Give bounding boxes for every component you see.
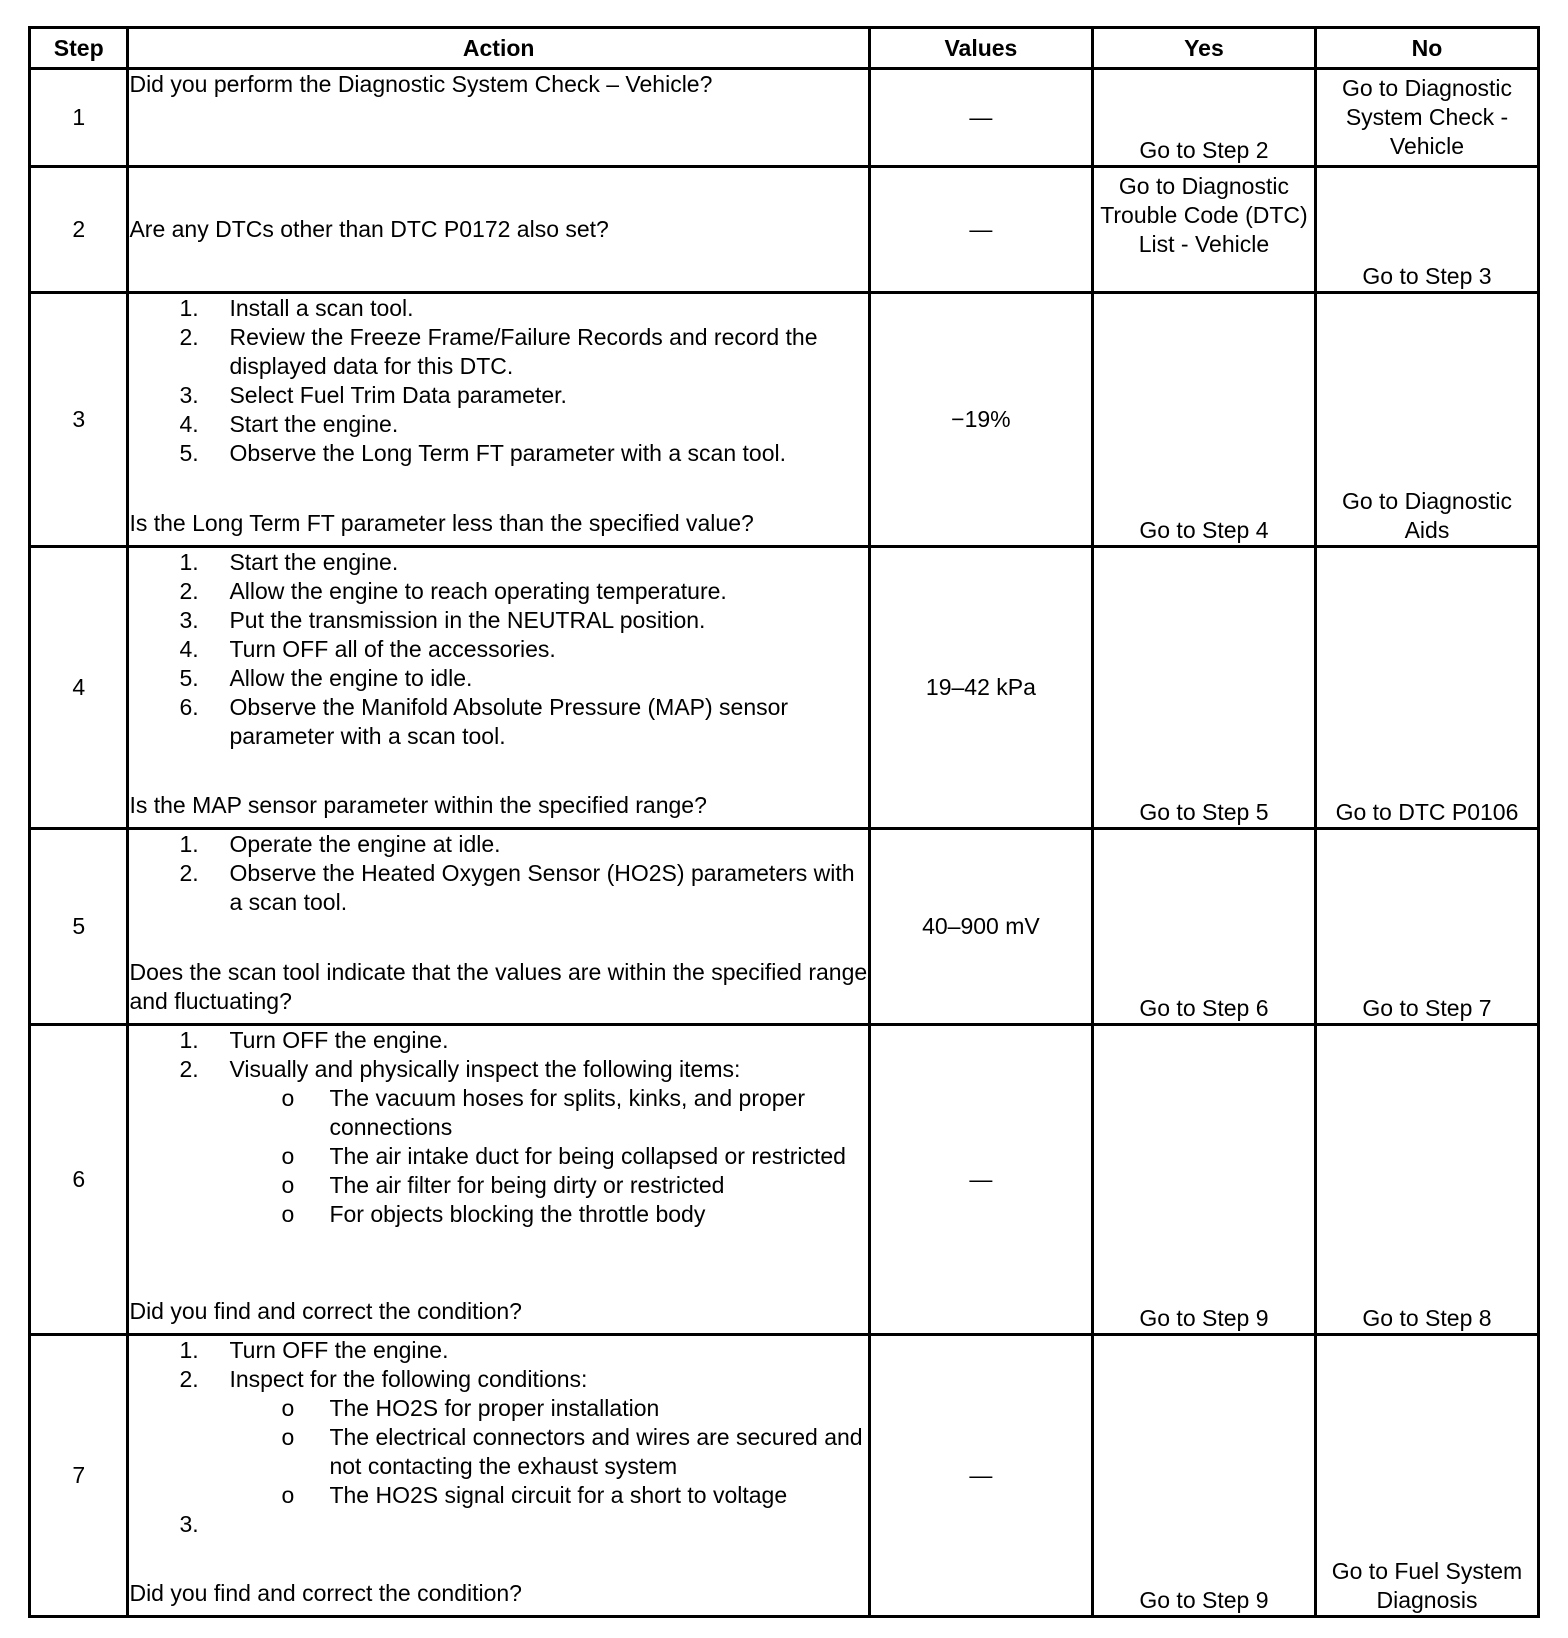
list-item: 5. Allow the engine to idle. bbox=[179, 665, 473, 691]
no-link[interactable]: Go to Step 7 bbox=[1362, 995, 1492, 1021]
header-no: No bbox=[1315, 28, 1538, 69]
list-item: 6. Observe the Manifold Absolute Pressure (MAP) sensor parameter with a scan tool. bbox=[179, 694, 789, 749]
action-steps: 1. Turn OFF the engine. 2. Inspect for the following conditions: o The HO2S for proper installation o The electrical connectors and wires are secured and not contacting the exhaust system o The HO2S signal circuit for a short to voltage 3. bbox=[129, 1336, 867, 1510]
sub-list-item: o The HO2S signal circuit for a short to voltage bbox=[281, 1482, 788, 1508]
no-cell bbox=[1315, 829, 1538, 1025]
no-cell bbox=[1315, 293, 1538, 547]
step-number: 1 bbox=[30, 69, 128, 167]
sub-list-item: o The electrical connectors and wires are secured and not contacting the exhaust system bbox=[281, 1424, 863, 1479]
step-number: 4 bbox=[30, 547, 128, 829]
list-item: 1. Turn OFF the engine. bbox=[179, 1027, 449, 1053]
header-yes: Yes bbox=[1092, 28, 1315, 69]
no-cell bbox=[1315, 547, 1538, 829]
yes-cell bbox=[1092, 829, 1315, 1025]
header-step: Step bbox=[30, 28, 128, 69]
header-row bbox=[30, 28, 1539, 69]
step-number: 5 bbox=[30, 829, 128, 1025]
list-item: 4. Turn OFF all of the accessories. bbox=[179, 636, 556, 662]
yes-cell bbox=[1092, 167, 1315, 293]
header-values: Values bbox=[869, 28, 1092, 69]
list-item: 1. Install a scan tool. bbox=[179, 295, 414, 321]
list-item: 1. Turn OFF the engine. bbox=[179, 1337, 449, 1363]
step-number: 7 bbox=[30, 1335, 128, 1617]
value-cell: — bbox=[869, 1335, 1092, 1617]
action-question: Did you find and correct the condition? bbox=[129, 1298, 522, 1324]
value-cell: — bbox=[869, 69, 1092, 167]
no-cell bbox=[1315, 69, 1538, 167]
header-action: Action bbox=[128, 28, 869, 69]
no-link[interactable]: Go to Diagnostic System Check - Vehicle bbox=[1341, 75, 1512, 159]
sub-items bbox=[129, 1084, 867, 1229]
list-item: 3. Select Fuel Trim Data parameter. bbox=[179, 382, 567, 408]
yes-link[interactable]: Go to Step 4 bbox=[1139, 517, 1269, 543]
yes-link[interactable]: Go to Step 9 bbox=[1139, 1305, 1269, 1331]
action-cell bbox=[128, 547, 869, 829]
table-row bbox=[30, 1025, 1539, 1335]
value-cell: 19–42 kPa bbox=[869, 547, 1092, 829]
list-item: 2. Observe the Heated Oxygen Sensor (HO2S) parameters with a scan tool. bbox=[179, 860, 855, 915]
yes-link[interactable]: Go to Step 5 bbox=[1139, 799, 1269, 825]
yes-cell bbox=[1092, 1025, 1315, 1335]
yes-cell bbox=[1092, 69, 1315, 167]
yes-link[interactable]: Go to Step 9 bbox=[1139, 1587, 1269, 1613]
step-number: 6 bbox=[30, 1025, 128, 1335]
action-question: Is the Long Term FT parameter less than the specified value? bbox=[129, 510, 754, 536]
table-row bbox=[30, 69, 1539, 167]
no-link[interactable]: Go to Step 8 bbox=[1362, 1305, 1492, 1331]
diagnostic-table bbox=[28, 26, 1540, 1618]
sub-list-item: o The air filter for being dirty or restricted bbox=[281, 1172, 725, 1198]
yes-link[interactable]: Go to Step 6 bbox=[1139, 995, 1269, 1021]
list-item: 2. Review the Freeze Frame/Failure Records and record the displayed data for this DTC. bbox=[179, 324, 818, 379]
action-question: Are any DTCs other than DTC P0172 also set? bbox=[129, 216, 609, 242]
no-cell bbox=[1315, 1335, 1538, 1617]
value-cell: −19% bbox=[869, 293, 1092, 547]
yes-cell bbox=[1092, 293, 1315, 547]
action-steps bbox=[129, 1026, 867, 1229]
step-number: 2 bbox=[30, 167, 128, 293]
yes-link[interactable]: Go to Step 2 bbox=[1139, 137, 1269, 163]
value-cell: 40–900 mV bbox=[869, 829, 1092, 1025]
table-row bbox=[30, 167, 1539, 293]
action-question: Did you perform the Diagnostic System Check – Vehicle? bbox=[129, 71, 713, 97]
action-steps bbox=[129, 548, 867, 751]
list-item: 1. Operate the engine at idle. bbox=[179, 831, 501, 857]
sub-list-item: o The air intake duct for being collapsed or restricted bbox=[281, 1143, 846, 1169]
action-question: Did you find and correct the condition? bbox=[129, 1580, 522, 1606]
action-cell bbox=[128, 167, 869, 293]
yes-cell bbox=[1092, 1335, 1315, 1617]
action-cell bbox=[128, 829, 869, 1025]
action-question: Is the MAP sensor parameter within the specified range? bbox=[129, 792, 707, 818]
action-question: Does the scan tool indicate that the values are within the specified range and fluctuating? bbox=[129, 959, 868, 1014]
table-row bbox=[30, 1335, 1539, 1617]
no-link[interactable]: Go to DTC P0106 bbox=[1335, 799, 1519, 825]
value-cell: — bbox=[869, 1025, 1092, 1335]
no-cell bbox=[1315, 1025, 1538, 1335]
sub-list-item: o The vacuum hoses for splits, kinks, and proper connections bbox=[281, 1085, 806, 1140]
no-link[interactable]: Go to Diagnostic Aids bbox=[1341, 488, 1512, 543]
table-row bbox=[30, 547, 1539, 829]
yes-cell bbox=[1092, 547, 1315, 829]
action-cell bbox=[128, 1025, 869, 1335]
list-item: 2. Allow the engine to reach operating temperature. bbox=[179, 578, 727, 604]
yes-link[interactable]: Go to Diagnostic Trouble Code (DTC) List - Vehicle bbox=[1100, 173, 1308, 257]
list-item: 4. Start the engine. bbox=[179, 411, 399, 437]
sub-list-item: o For objects blocking the throttle body bbox=[281, 1201, 706, 1227]
step-number: 3 bbox=[30, 293, 128, 547]
action-cell bbox=[128, 293, 869, 547]
no-cell bbox=[1315, 167, 1538, 293]
sub-items bbox=[129, 1394, 867, 1510]
action-steps bbox=[129, 294, 867, 468]
list-item: 2. Inspect for the following conditions: o The HO2S for proper installation o The electrical connectors and wires are secured and not contacting the exhaust system o The HO2S signal circuit for a short to voltage bbox=[129, 1365, 867, 1510]
table-row bbox=[30, 829, 1539, 1025]
table-row bbox=[30, 293, 1539, 547]
no-link[interactable]: Go to Fuel System Diagnosis bbox=[1331, 1558, 1523, 1613]
list-item: 2. Visually and physically inspect the following items: o The vacuum hoses for splits, kinks, and proper connections o The air intake duct for being collapsed or restricted o The air filter for being dirty or restricted o For objects blocking the throttle body bbox=[129, 1055, 867, 1229]
action-cell bbox=[128, 1335, 869, 1617]
no-link[interactable]: Go to Step 3 bbox=[1362, 263, 1492, 289]
list-item: 5. Observe the Long Term FT parameter with a scan tool. bbox=[179, 440, 786, 466]
list-item: 3. Put the transmission in the NEUTRAL position. bbox=[179, 607, 706, 633]
action-cell bbox=[128, 69, 869, 167]
action-steps bbox=[129, 830, 867, 917]
sub-list-item: o The HO2S for proper installation bbox=[281, 1395, 660, 1421]
list-item: 1. Start the engine. bbox=[179, 549, 399, 575]
value-cell: — bbox=[869, 167, 1092, 293]
